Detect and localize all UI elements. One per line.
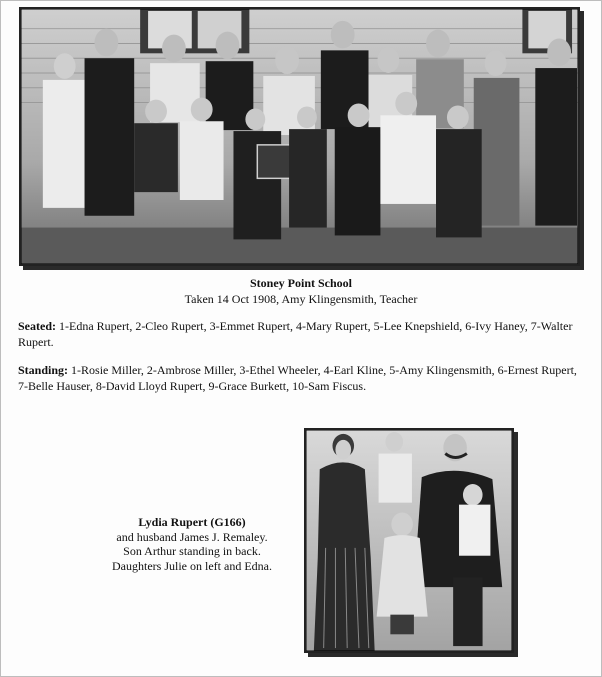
family-photo-name: Lydia Rupert (G166) — [138, 515, 246, 529]
seated-names: 1-Edna Rupert, 2-Cleo Rupert, 3-Emmet Rupert, 4-Mary Rupert, 5-Lee Knepshield, 6-Ivy Haney, 7-Walter Rupert. — [18, 319, 573, 349]
family-caption-line-1: and husband James J. Remaley. — [116, 529, 268, 544]
family-caption-line-3: Daughters Julie on left and Edna. — [112, 558, 272, 573]
standing-names: 1-Rosie Miller, 2-Ambrose Miller, 3-Ethel Wheeler, 4-Earl Kline, 5-Amy Klingensmith, 6-Ernest Rupert, 7-Belle Hauser, 8-David Lloyd Rupert, 9-Grace Burkett, 10-Sam Fiscus. — [18, 363, 577, 393]
school-photo-subtitle: Taken 14 Oct 1908, Amy Klingensmith, Teacher — [184, 292, 418, 306]
school-photo-title: Stoney Point School — [249, 276, 352, 290]
standing-paragraph — [18, 362, 588, 394]
family-photo — [304, 428, 514, 653]
school-photo-image — [21, 9, 578, 264]
family-photo-image — [306, 430, 512, 651]
family-caption-line-2: Son Arthur standing in back. — [123, 544, 261, 558]
family-photo-caption — [92, 515, 292, 573]
standing-label: Standing: — [18, 363, 69, 377]
seated-label: Seated: — [18, 319, 56, 333]
seated-paragraph — [18, 318, 588, 350]
school-group-photo — [19, 7, 580, 266]
